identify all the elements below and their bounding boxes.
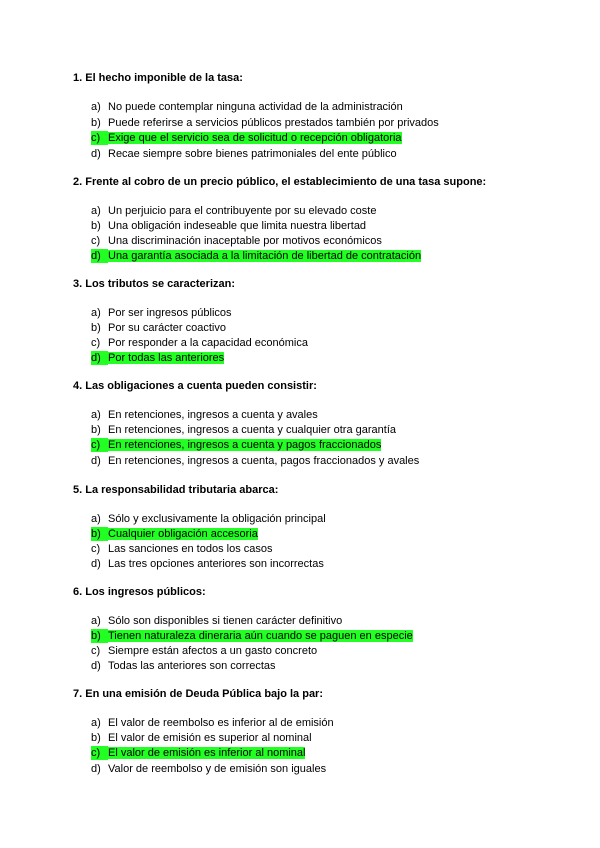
question-3-option-b: b) Por su carácter coactivo [91, 322, 226, 334]
question-1-option-b: b) Puede referirse a servicios públicos prestados también por privados [91, 117, 439, 129]
question-7-option-b: b) El valor de emisión es superior al nominal [91, 732, 312, 744]
question-7-option-a: a) El valor de reembolso es inferior al de emisión [91, 717, 334, 729]
question-5-title: 5. La responsabilidad tributaria abarca: [73, 484, 279, 496]
question-4-option-b: b) En retenciones, ingresos a cuenta y cualquier otra garantía [91, 424, 397, 436]
question-3-option-a: a) Por ser ingresos públicos [91, 307, 232, 319]
question-5-option-c: c) Las sanciones en todos los casos [91, 543, 273, 555]
question-2-option-c: c) Una discriminación inaceptable por motivos económicos [91, 235, 382, 247]
question-5-option-a: a) Sólo y exclusivamente la obligación principal [91, 513, 326, 525]
question-1-title: 1. El hecho imponible de la tasa: [73, 72, 243, 84]
question-2-option-b: b) Una obligación indeseable que limita nuestra libertad [91, 220, 367, 232]
question-2-option-d-correct: d) Una garantía asociada a la limitación de libertad de contratación [91, 250, 422, 262]
question-6-option-d: d) Todas las anteriores son correctas [91, 660, 276, 672]
question-1-option-c-correct: c) Exige que el servicio sea de solicitud o recepción obligatoria [91, 132, 402, 144]
question-1-option-a: a) No puede contemplar ninguna actividad de la administración [91, 101, 403, 113]
question-3-option-d-correct: d) Por todas las anteriores [91, 352, 225, 364]
question-7-option-c-correct: c) El valor de emisión es inferior al nominal [91, 747, 306, 759]
question-7-title: 7. En una emisión de Deuda Pública bajo la par: [73, 688, 324, 700]
question-6-option-c: c) Siempre están afectos a un gasto concreto [91, 645, 318, 657]
question-4-title: 4. Las obligaciones a cuenta pueden consistir: [73, 380, 317, 392]
question-4-option-a: a) En retenciones, ingresos a cuenta y avales [91, 409, 318, 421]
question-6-title: 6. Los ingresos públicos: [73, 586, 206, 598]
question-7-option-d: d) Valor de reembolso y de emisión son iguales [91, 763, 327, 775]
question-6-option-a: a) Sólo son disponibles si tienen carácter definitivo [91, 615, 343, 627]
question-3-title: 3. Los tributos se caracterizan: [73, 278, 235, 290]
question-3-option-c: c) Por responder a la capacidad económica [91, 337, 308, 349]
question-5-option-d: d) Las tres opciones anteriores son incorrectas [91, 558, 324, 570]
question-2-option-a: a) Un perjuicio para el contribuyente por su elevado coste [91, 205, 377, 217]
question-4-option-d: d) En retenciones, ingresos a cuenta, pagos fraccionados y avales [91, 455, 420, 467]
question-6-option-b-correct: b) Tienen naturaleza dineraria aún cuando se paguen en especie [91, 630, 413, 642]
question-5-option-b-correct: b) Cualquier obligación accesoria [91, 528, 258, 540]
question-1-option-d: d) Recae siempre sobre bienes patrimoniales del ente público [91, 148, 397, 160]
question-4-option-c-correct: c) En retenciones, ingresos a cuenta y pagos fraccionados [91, 439, 382, 451]
question-2-title: 2. Frente al cobro de un precio público, el establecimiento de una tasa supone: [73, 176, 487, 188]
